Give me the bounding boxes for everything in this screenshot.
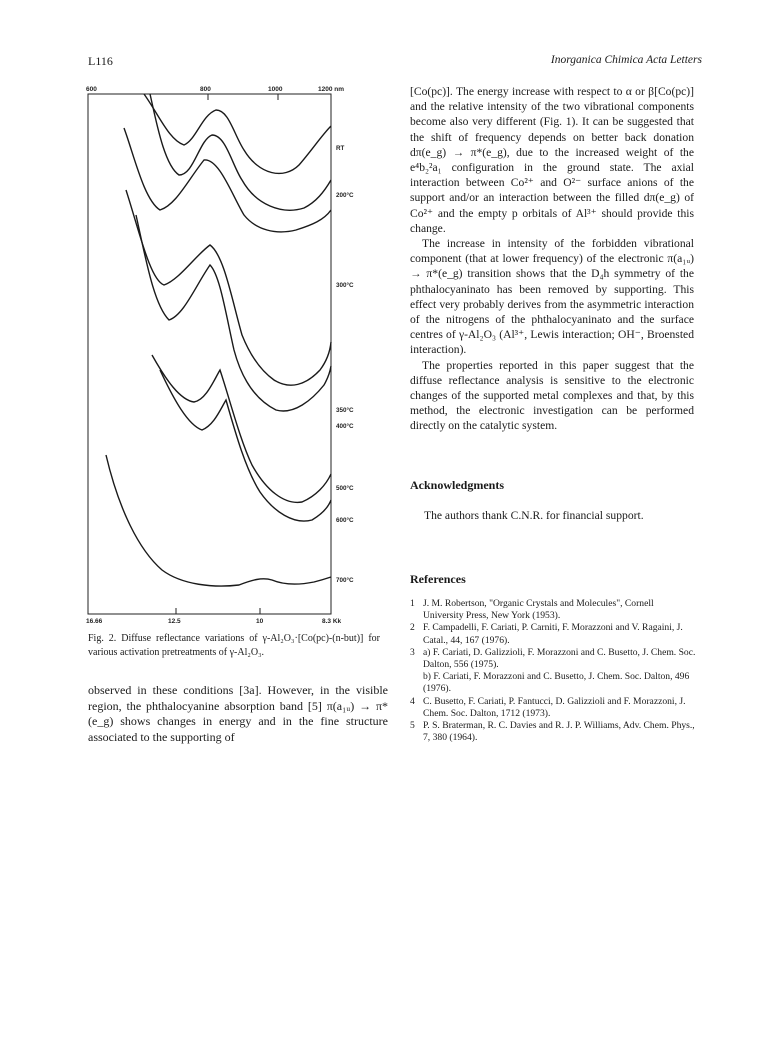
curve-label-500c: 500°C [336, 485, 354, 492]
acknowledgments-heading: Acknowledgments [410, 478, 505, 492]
paragraph: The properties reported in this paper suggest that the diffuse reflectance analysis is sensitive to the electronic changes of the supported metal complexes and that, by this method, the electronic investigation can be performed directly on the catalytic system. [410, 358, 694, 433]
reference-item: 2 F. Campadelli, F. Cariati, P. Carniti, F. Morazzoni and V. Ragaini, J. Catal., 44, 167 (1976). [410, 622, 683, 646]
curve-350c [126, 190, 331, 385]
acknowledgments-text: The authors thank C.N.R. for financial support. [424, 509, 644, 522]
top-axis-ticks [88, 94, 331, 100]
journal-title: Inorganica Chimica Acta Letters [550, 54, 702, 66]
curve-label-rt: RT [336, 145, 345, 152]
top-tick-label: 600 [86, 86, 97, 93]
curve-600c [160, 370, 331, 521]
reference-item: 1 J. M. Robertson, "Organic Crystals and Molecules", Cornell University Press, New York (1953). [410, 598, 654, 622]
reflectance-figure [84, 80, 384, 626]
curve-label-700c: 700°C [336, 577, 354, 584]
figure-frame [88, 94, 331, 614]
curve-label-300c: 300°C [336, 282, 354, 289]
references-heading: References [410, 572, 466, 586]
top-tick-label: 1000 [268, 86, 283, 93]
reference-item: 4 C. Busetto, F. Cariati, P. Fantucci, D. Galizzioli and F. Morazzoni, J. Chem. Soc. Dalton, 1712 (1973). [410, 695, 686, 719]
left-column-text: observed in these conditions [3a]. However, in the visible region, the phthalocyanine absorption band [5] π(a₁ᵤ) → π*(e_g) shows changes in energy and in the fine structure associated to the supporting of [88, 683, 388, 744]
bottom-tick-label: 12.5 [168, 618, 181, 625]
paragraph: [Co(pc)]. The energy increase with respect to α or β[Co(pc)] and the relative intensity of the two vibrational components become also very different (Fig. 1). It can be suggested that the shift of frequency depends on better back donation dπ(e_g) → π*(e_g), due to the increased weight of the e⁴b₂²a₁ configuration in the ground state. The axial interaction between Co²⁺ and O²⁻ surface anions of the support and/or an interaction between the filled dπ(e_g) of Co²⁺ and the empty p orbitals of Al³⁺ should provide this change. [410, 85, 694, 235]
bottom-axis-ticks [88, 608, 331, 614]
references-list [410, 598, 696, 744]
reference-item: 3 a) F. Cariati, D. Galizzioli, F. Morazzoni and C. Busetto, J. Chem. Soc. Dalton, 556 (1975). b) F. Cariati, F. Morazzoni and C. Busetto, J. Chem. Soc. Dalton, 496 (1976). [410, 646, 696, 695]
top-tick-label: 800 [200, 86, 211, 93]
curve-label-350c: 350°C [336, 407, 354, 414]
curve-200c [150, 94, 331, 210]
curve-label-600c: 600°C [336, 517, 354, 524]
bottom-tick-label: 10 [256, 618, 264, 625]
figure-caption: Fig. 2. Diffuse reflectance variations of γ-Al₂O₃·[Co(pc)-(n-but)] for various activation pretreatments of γ-Al₂O₃. [88, 633, 380, 658]
curve-label-400c: 400°C [336, 423, 354, 430]
bottom-tick-label: 16.66 [86, 618, 103, 625]
top-tick-label: 1200 nm [318, 86, 345, 93]
curve-500c [152, 355, 331, 502]
paragraph: The increase in intensity of the forbidden vibrational component (that at lower frequency) of the electronic π(a₁ᵤ) → π*(e_g) transition shows that the D₄h symmetry of the phthalocyaninato has been removed by supporting. This effect very probably derives from the asymmetric interaction of the nitrogens of the phthalocyaninato and the surface centres of γ-Al₂O₃ (Al³⁺, Lewis interaction; OH⁻, Broensted interaction). [410, 237, 694, 357]
bottom-tick-label: 8.3 Kk [322, 618, 342, 625]
curve-rt [144, 94, 331, 173]
curve-label-200c: 200°C [336, 192, 354, 199]
curve-300c [124, 128, 331, 232]
right-column-body [410, 84, 694, 434]
page-number: L116 [88, 54, 113, 68]
reference-item: 5 P. S. Braterman, R. C. Davies and R. J. P. Williams, Adv. Chem. Phys., 7, 380 (1964). [410, 720, 695, 744]
